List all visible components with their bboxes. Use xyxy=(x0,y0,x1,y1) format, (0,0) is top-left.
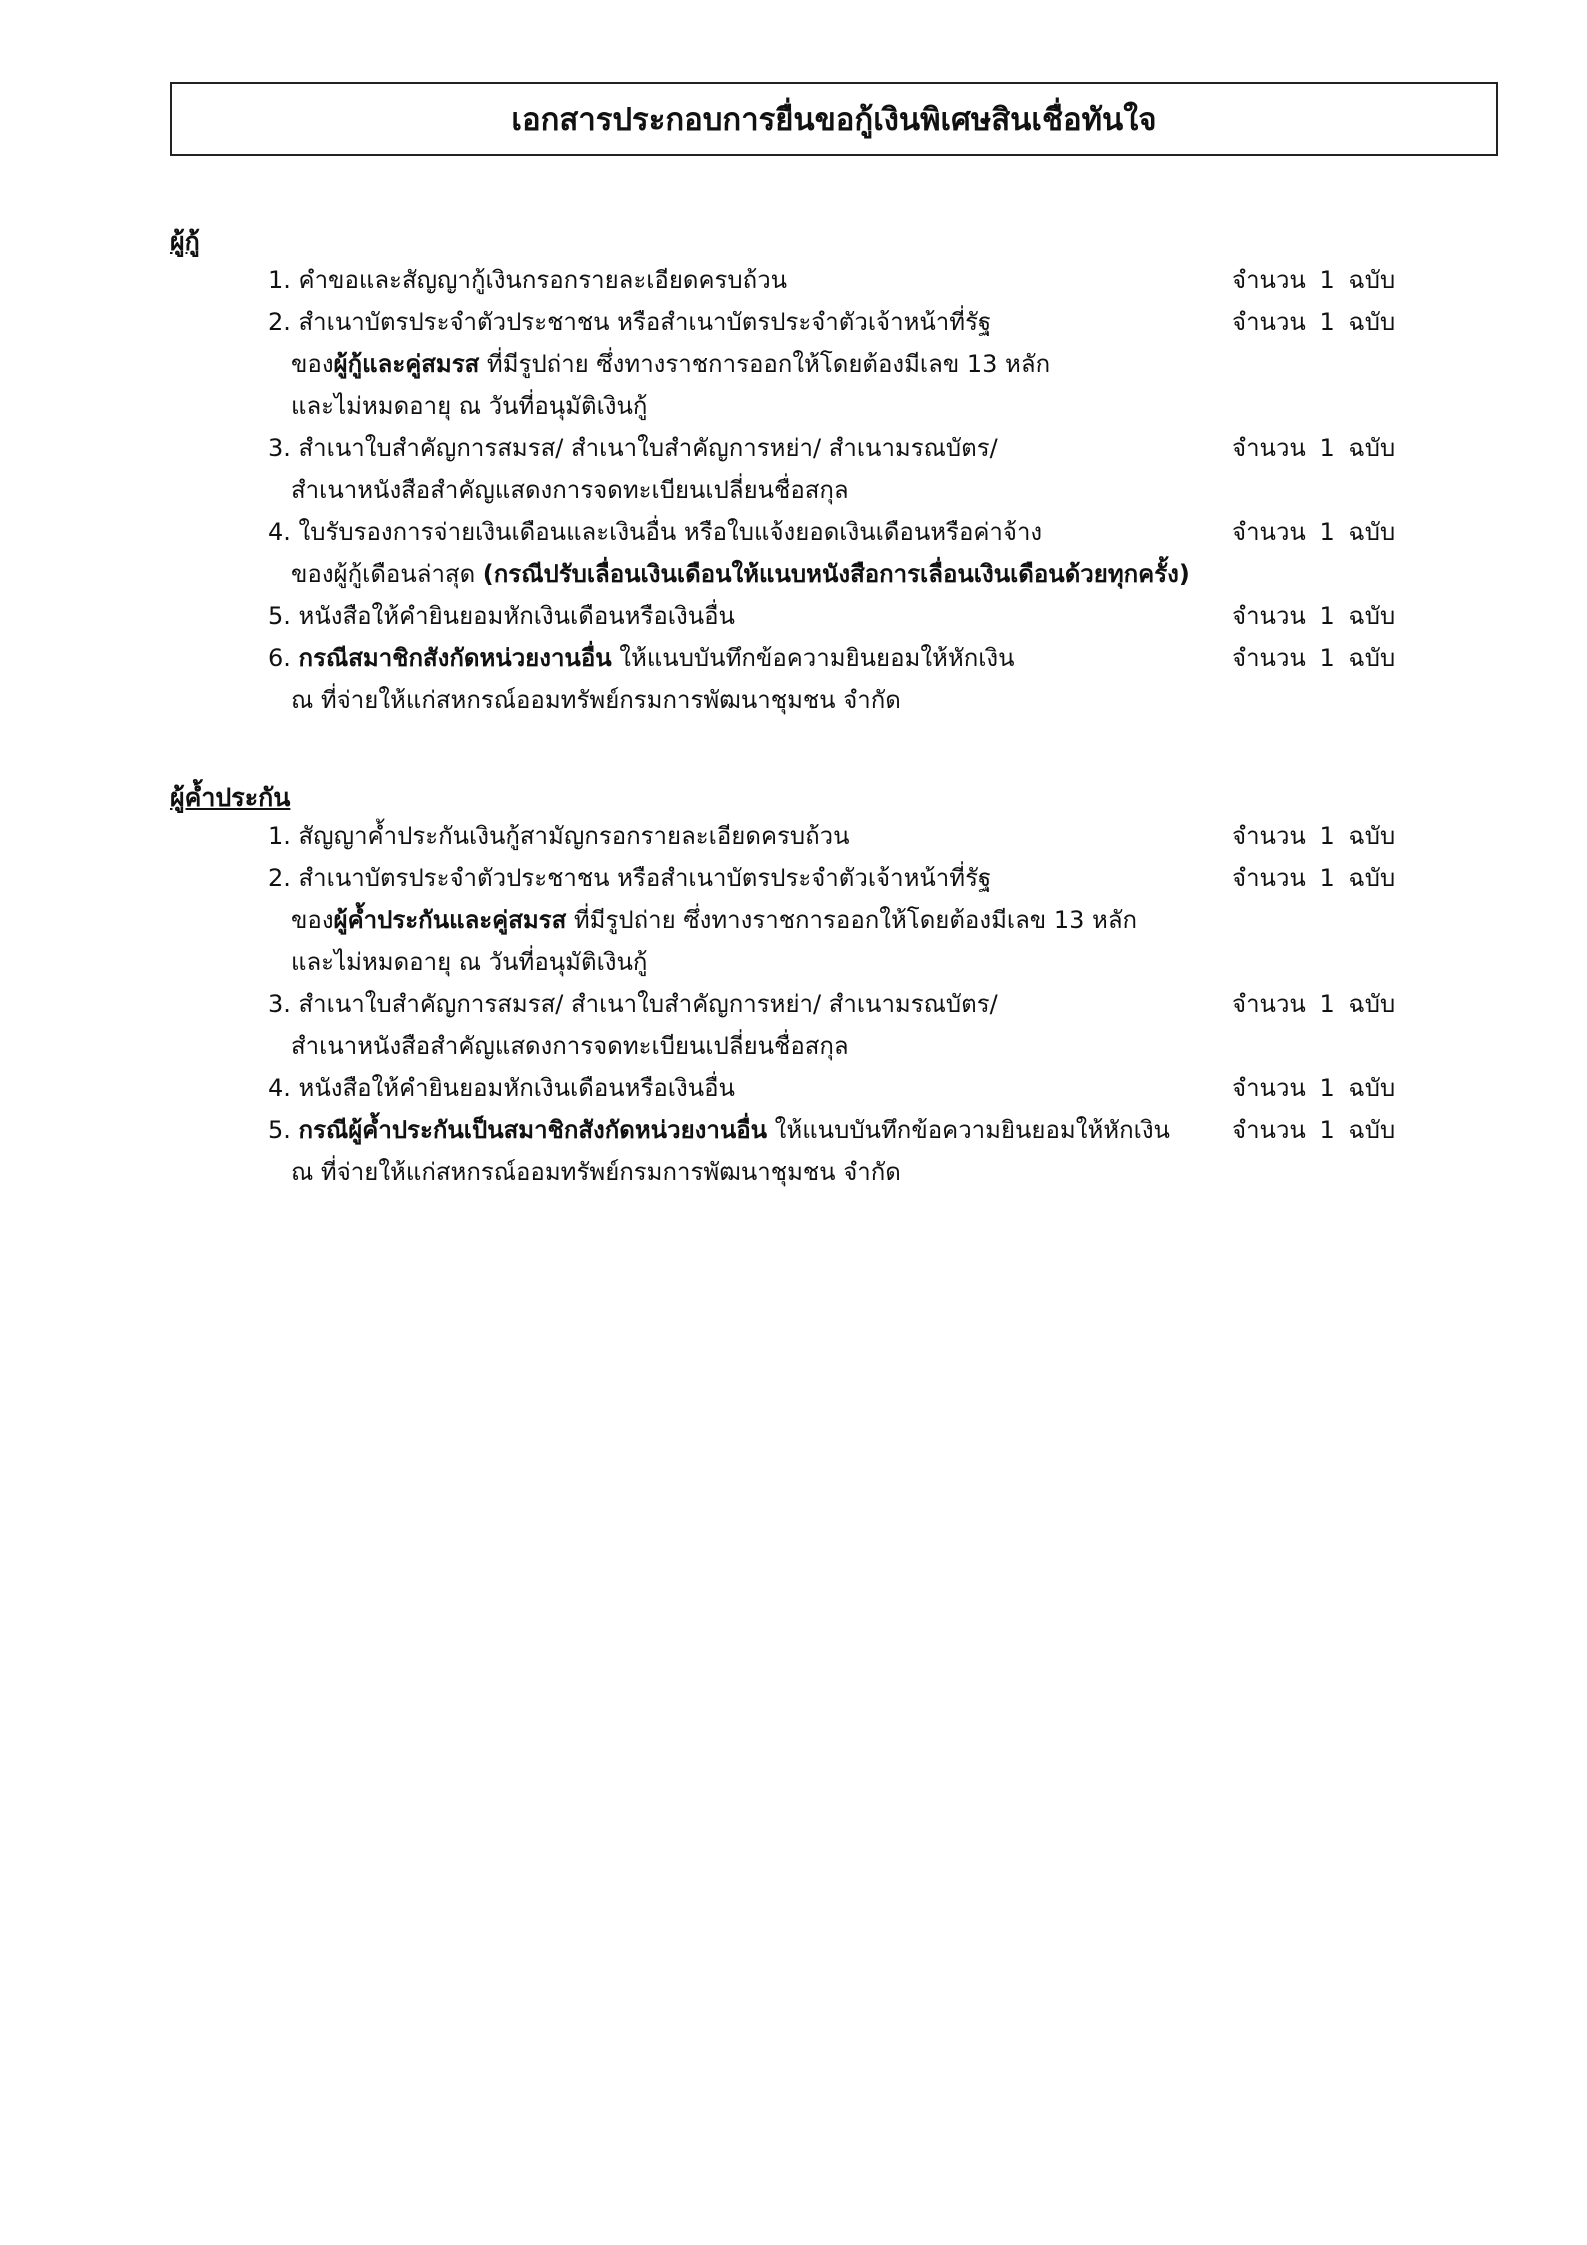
guarantor-item-1: 1. สัญญาค้ำประกันเงินกู้สามัญกรอกรายละเอียดครบถ้วน xyxy=(268,822,850,850)
guarantor-item-3: 3. สำเนาใบสำคัญการสมรส/ สำเนาใบสำคัญการหย่า/ สำเนามรณบัตร/ xyxy=(268,990,998,1018)
quantity-label: จำนวน 1 ฉบับ xyxy=(1232,1116,1396,1144)
quantity-label: จำนวน 1 ฉบับ xyxy=(1232,266,1396,294)
guarantor-item-3-line-2: สำเนาหนังสือสำคัญแสดงการจดทะเบียนเปลี่ยนชื่อสกุล xyxy=(291,1032,849,1060)
guarantor-item-2-line-2: ของผู้ค้ำประกันและคู่สมรส ที่มีรูปถ่าย ซึ่งทางราชการออกให้โดยต้องมีเลข 13 หลัก xyxy=(291,906,1138,934)
borrower-item-5: 5. หนังสือให้คำยินยอมหักเงินเดือนหรือเงินอื่น xyxy=(268,602,735,630)
borrower-item-6: 6. กรณีสมาชิกสังกัดหน่วยงานอื่น ให้แนบบันทึกข้อความยินยอมให้หักเงิน xyxy=(268,644,1015,672)
borrower-item-1: 1. คำขอและสัญญากู้เงินกรอกรายละเอียดครบถ้วน xyxy=(268,266,788,294)
quantity-label: จำนวน 1 ฉบับ xyxy=(1232,822,1396,850)
document-title: เอกสารประกอบการยื่นขอกู้เงินพิเศษสินเชื่อทันใจ xyxy=(511,102,1157,138)
borrower-item-3: 3. สำเนาใบสำคัญการสมรส/ สำเนาใบสำคัญการหย่า/ สำเนามรณบัตร/ xyxy=(268,434,998,462)
borrower-item-2: 2. สำเนาบัตรประจำตัวประชาชน หรือสำเนาบัตรประจำตัวเจ้าหน้าที่รัฐ xyxy=(268,308,992,336)
quantity-label: จำนวน 1 ฉบับ xyxy=(1232,864,1396,892)
quantity-label: จำนวน 1 ฉบับ xyxy=(1232,434,1396,462)
title-box xyxy=(170,82,1498,156)
guarantor-item-2-line-3: และไม่หมดอายุ ณ วันที่อนุมัติเงินกู้ xyxy=(291,948,648,976)
quantity-label: จำนวน 1 ฉบับ xyxy=(1232,602,1396,630)
guarantor-item-4: 4. หนังสือให้คำยินยอมหักเงินเดือนหรือเงินอื่น xyxy=(268,1074,735,1102)
borrower-item-2-line-3: และไม่หมดอายุ ณ วันที่อนุมัติเงินกู้ xyxy=(291,392,648,420)
borrower-item-4-line-2: ของผู้กู้เดือนล่าสุด (กรณีปรับเลื่อนเงินเดือนให้แนบหนังสือการเลื่อนเงินเดือนด้วยทุกครั้ง) xyxy=(291,560,1190,588)
quantity-label: จำนวน 1 ฉบับ xyxy=(1232,990,1396,1018)
quantity-label: จำนวน 1 ฉบับ xyxy=(1232,308,1396,336)
quantity-label: จำนวน 1 ฉบับ xyxy=(1232,518,1396,546)
quantity-label: จำนวน 1 ฉบับ xyxy=(1232,644,1396,672)
borrower-item-4: 4. ใบรับรองการจ่ายเงินเดือนและเงินอื่น หรือใบแจ้งยอดเงินเดือนหรือค่าจ้าง xyxy=(268,518,1043,546)
quantity-label: จำนวน 1 ฉบับ xyxy=(1232,1074,1396,1102)
guarantor-item-5: 5. กรณีผู้ค้ำประกันเป็นสมาชิกสังกัดหน่วยงานอื่น ให้แนบบันทึกข้อความยินยอมให้หักเงิน xyxy=(268,1116,1170,1144)
section-heading-guarantor: ผู้ค้ำประกัน xyxy=(170,783,291,812)
section-heading-borrower: ผู้กู้ xyxy=(170,227,200,256)
borrower-item-3-line-2: สำเนาหนังสือสำคัญแสดงการจดทะเบียนเปลี่ยนชื่อสกุล xyxy=(291,476,849,504)
guarantor-item-5-line-2: ณ ที่จ่ายให้แก่สหกรณ์ออมทรัพย์กรมการพัฒนาชุมชน จำกัด xyxy=(291,1158,901,1186)
guarantor-item-2: 2. สำเนาบัตรประจำตัวประชาชน หรือสำเนาบัตรประจำตัวเจ้าหน้าที่รัฐ xyxy=(268,864,992,892)
borrower-item-6-line-2: ณ ที่จ่ายให้แก่สหกรณ์ออมทรัพย์กรมการพัฒนาชุมชน จำกัด xyxy=(291,686,901,714)
borrower-item-2-line-2: ของผู้กู้และคู่สมรส ที่มีรูปถ่าย ซึ่งทางราชการออกให้โดยต้องมีเลข 13 หลัก xyxy=(291,350,1051,378)
